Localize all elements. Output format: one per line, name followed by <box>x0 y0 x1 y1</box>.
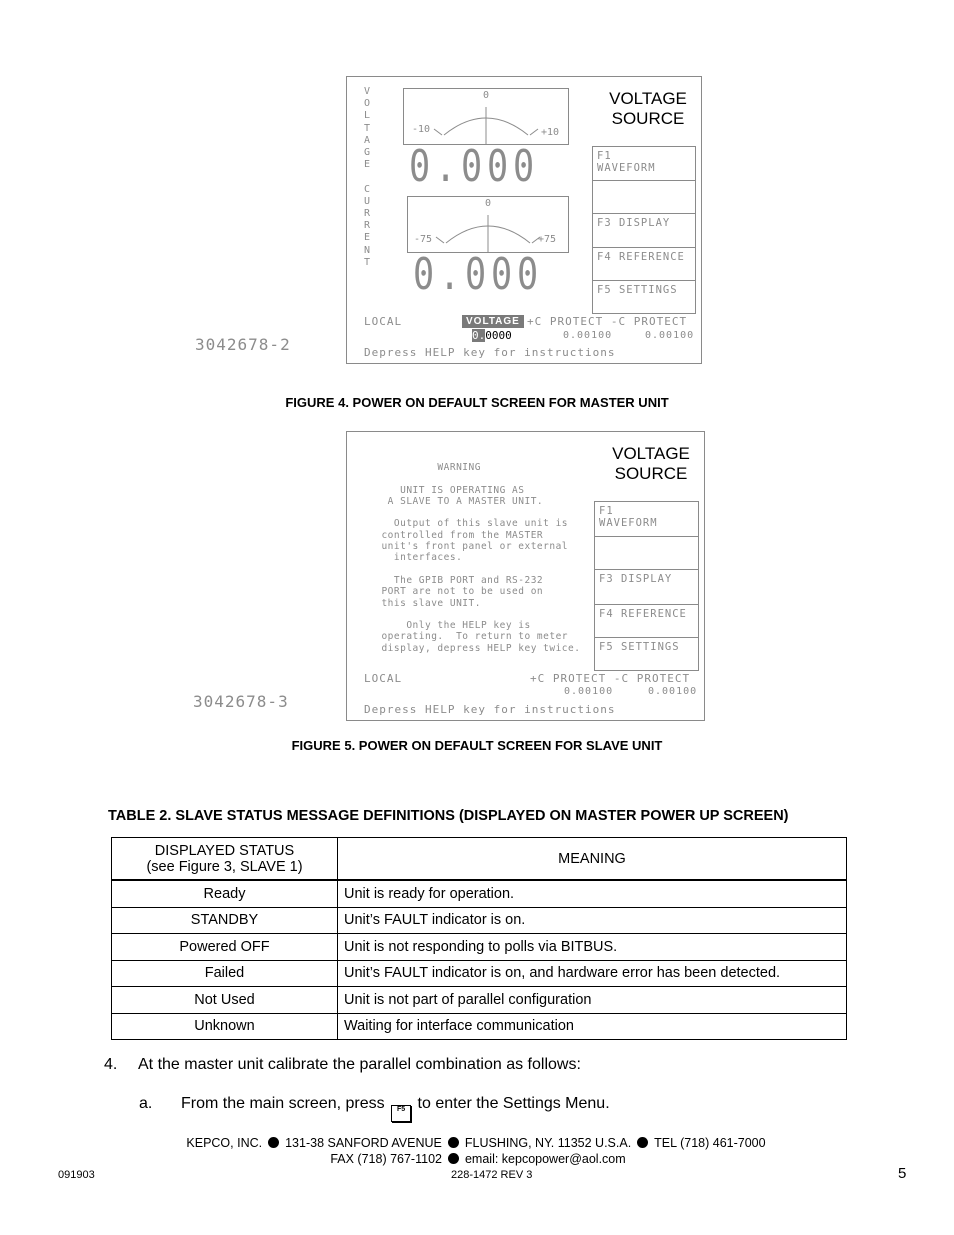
slave-warning-text: WARNING UNIT IS OPERATING AS A SLAVE TO A MASTER UNIT. Output of this slave unit is controlled from the MASTER unit's front panel or external interfaces. The GPIB PORT and RS-232 PORT are not to be used on this slave UNIT. Only the HELP key is operating. To return to meter display, depress HELP key twice. <box>381 462 581 654</box>
footer-address: 131-38 SANFORD AVENUE <box>285 1136 442 1150</box>
fkey-f3-display[interactable]: F3 DISPLAY <box>595 570 698 605</box>
mode-title <box>602 444 700 484</box>
figure-4-id: 3042678-2 <box>195 335 291 354</box>
header-col1-line2: (see Figure 3, SLAVE 1) <box>146 858 303 875</box>
voltage-mode-tag: VOLTAGE <box>462 315 524 328</box>
meaning-cell: Unit is not part of parallel configuration <box>338 987 847 1014</box>
figure-4-screen <box>346 76 702 364</box>
vertical-label-letter: T <box>363 122 371 134</box>
voltage-readout: 0.000 <box>409 141 539 192</box>
footer-fax: FAX (718) 767-1102 <box>330 1152 442 1166</box>
bullet-icon <box>637 1137 648 1148</box>
current-meter-zero-label: 0 <box>485 198 492 209</box>
status-cell: Not Used <box>112 987 338 1014</box>
vertical-label-letter: U <box>363 195 371 207</box>
voltage-setpoint-rest: 0000 <box>485 329 512 342</box>
step-a-text <box>181 1095 610 1122</box>
vertical-label-letter: E <box>363 232 371 244</box>
fkey-f1-waveform[interactable]: F1 WAVEFORM <box>595 502 698 537</box>
header-col1-line1: DISPLAYED STATUS <box>154 842 295 859</box>
figure-4-caption: FIGURE 4. POWER ON DEFAULT SCREEN FOR MASTER UNIT <box>285 395 669 410</box>
vertical-label-letter: R <box>363 208 371 219</box>
vertical-label-letter: N <box>363 244 371 256</box>
voltage-meter-min-label: -10 <box>412 124 431 135</box>
vertical-label-letter: L <box>363 110 371 122</box>
minus-protect-value: 0.00100 <box>648 686 698 697</box>
figure-5-screen <box>346 431 705 721</box>
status-cell: STANDBY <box>112 907 338 934</box>
table-row <box>112 960 847 987</box>
current-readout: 0.000 <box>413 249 543 300</box>
vertical-label-letter: R <box>363 220 371 232</box>
vertical-label-letter: E <box>363 159 371 171</box>
fkey-f5-settings[interactable]: F5 SETTINGS <box>599 641 680 653</box>
step-a-after: to enter the Settings Menu. <box>417 1095 610 1112</box>
mode-title-line2: SOURCE <box>614 464 688 483</box>
vertical-label-letter: O <box>363 98 371 110</box>
status-cell: Powered OFF <box>112 934 338 961</box>
plus-protect-value: 0.00100 <box>564 686 614 697</box>
protect-labels: +C PROTECT -C PROTECT <box>530 672 691 685</box>
meaning-cell: Unit is ready for operation. <box>338 880 847 907</box>
meaning-cell: Unit’s FAULT indicator is on, and hardware error has been detected. <box>338 960 847 987</box>
table-row <box>112 934 847 961</box>
header-displayed-status <box>112 838 338 881</box>
footer-email: email: kepcopower@aol.com <box>464 1152 626 1166</box>
minus-protect-value: 0.00100 <box>645 330 695 341</box>
current-meter-min-label: -75 <box>414 234 433 245</box>
footer-tel: TEL (718) 461-7000 <box>654 1136 766 1150</box>
table-row <box>112 1013 847 1040</box>
fkey-f2-blank[interactable] <box>595 537 698 570</box>
f5-key-icon: F5 <box>391 1105 411 1122</box>
mode-title-line1: VOLTAGE <box>609 89 687 108</box>
fkey-f3-display[interactable]: F3 DISPLAY <box>593 214 695 248</box>
status-cell: Unknown <box>112 1013 338 1040</box>
footer-date-code: 091903 <box>58 1169 95 1181</box>
table-row <box>112 987 847 1014</box>
vertical-label-letter: G <box>363 147 371 158</box>
mode-title-line1: VOLTAGE <box>612 444 690 463</box>
status-local: LOCAL <box>364 315 403 328</box>
status-local: LOCAL <box>364 672 403 685</box>
vertical-label-letter: V <box>363 86 371 97</box>
current-meter-max-label: +75 <box>538 234 557 245</box>
current-meter <box>407 196 569 253</box>
mode-title-line2: SOURCE <box>611 109 685 128</box>
help-instructions: Depress HELP key for instructions <box>364 346 616 359</box>
voltage-meter <box>403 88 569 145</box>
meaning-cell: Unit is not responding to polls via BITBUS. <box>338 934 847 961</box>
footer-address-line <box>0 1136 953 1150</box>
voltage-meter-max-label: +10 <box>541 127 560 138</box>
step-a-before: From the main screen, press <box>181 1095 385 1112</box>
step-4-text: At the master unit calibrate the parallel combination as follows: <box>138 1056 581 1073</box>
bullet-icon <box>448 1137 459 1148</box>
function-key-menu <box>594 501 699 671</box>
help-instructions: Depress HELP key for instructions <box>364 703 616 716</box>
function-key-menu <box>592 146 696 314</box>
table-2-title: TABLE 2. SLAVE STATUS MESSAGE DEFINITIONS (DISPLAYED ON MASTER POWER UP SCREEN) <box>108 808 789 824</box>
vertical-label-letter: A <box>363 134 371 146</box>
status-cell: Failed <box>112 960 338 987</box>
fkey-f4-reference[interactable]: F4 REFERENCE <box>593 248 695 281</box>
page-number: 5 <box>898 1165 907 1182</box>
bullet-icon <box>268 1137 279 1148</box>
fkey-f1-waveform[interactable]: F1 WAVEFORM <box>593 147 695 181</box>
mode-title <box>599 89 697 129</box>
vertical-label-letter: C <box>363 183 371 195</box>
slave-status-table <box>111 837 847 1040</box>
step-a-number: a. <box>139 1095 153 1112</box>
header-meaning: MEANING <box>338 838 847 881</box>
footer-contact-line <box>1 1152 954 1166</box>
bullet-icon <box>448 1153 459 1164</box>
fkey-f4-reference[interactable]: F4 REFERENCE <box>595 605 698 638</box>
table-row <box>112 907 847 934</box>
voltage-setpoint <box>472 329 512 342</box>
footer-city: FLUSHING, NY. 11352 U.S.A. <box>464 1136 632 1150</box>
meaning-cell: Unit’s FAULT indicator is on. <box>338 907 847 934</box>
status-cell: Ready <box>112 880 338 907</box>
table-row <box>112 880 847 907</box>
fkey-f5-settings[interactable]: F5 SETTINGS <box>597 284 678 296</box>
fkey-f2-blank[interactable] <box>593 181 695 214</box>
figure-5-caption: FIGURE 5. POWER ON DEFAULT SCREEN FOR SLAVE UNIT <box>291 738 663 753</box>
voltage-setpoint-cursor: 0. <box>472 329 486 342</box>
vertical-label-letter: T <box>363 256 371 268</box>
step-4-number: 4. <box>104 1056 118 1073</box>
footer-doc-number: 228-1472 REV 3 <box>451 1169 533 1181</box>
figure-5-id: 3042678-3 <box>193 692 289 711</box>
meaning-cell: Waiting for interface communication <box>338 1013 847 1040</box>
protect-labels: +C PROTECT -C PROTECT <box>527 315 688 328</box>
plus-protect-value: 0.00100 <box>563 330 613 341</box>
voltage-meter-zero-label: 0 <box>483 90 490 101</box>
footer-company: KEPCO, INC. <box>186 1136 263 1150</box>
